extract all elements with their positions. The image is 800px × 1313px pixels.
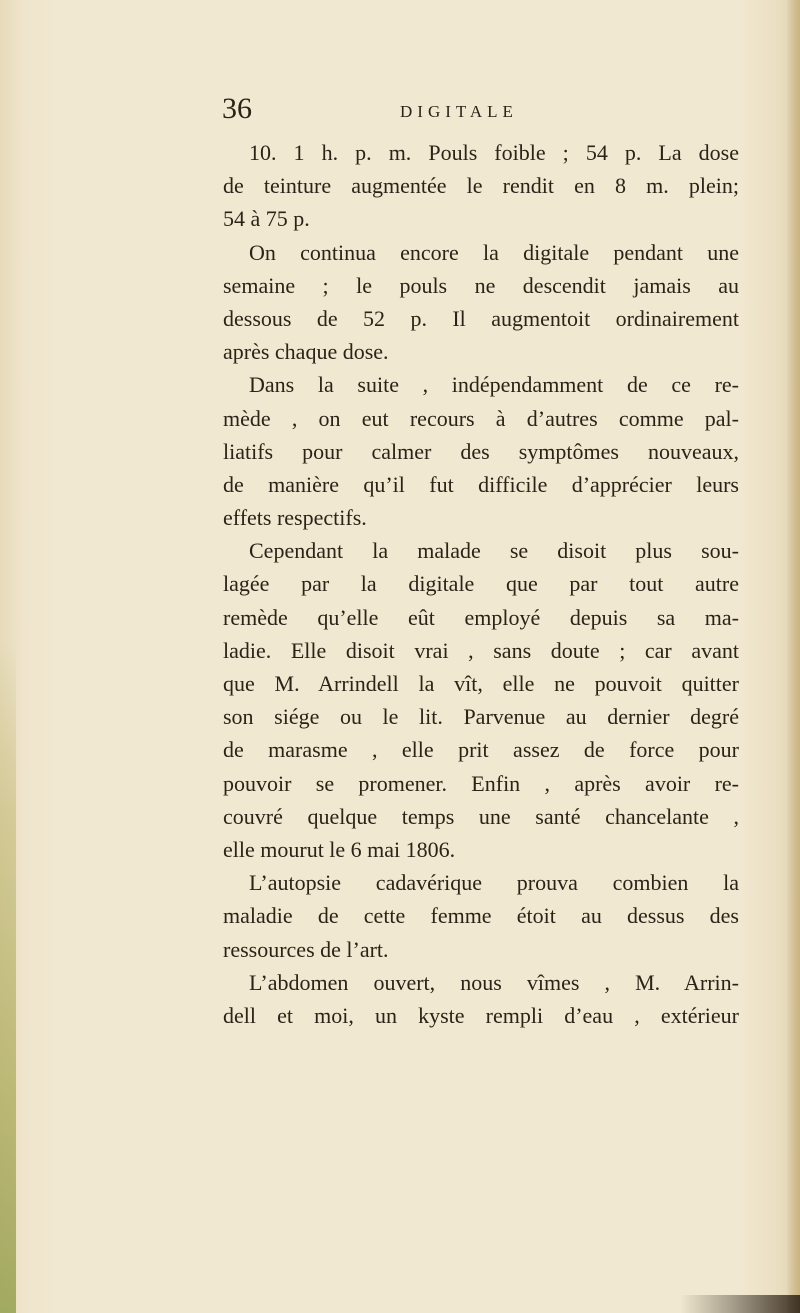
text-line: effets respectifs.: [223, 505, 367, 531]
text-line: lagée par la digitale que par tout autre: [223, 571, 739, 597]
text-line: L’abdomen ouvert, nous vîmes , M. Arrin-: [249, 969, 739, 995]
text-line: remède qu’elle eût employé depuis sa ma-: [223, 604, 739, 630]
text-line: Dans la suite , indépendamment de ce re-: [249, 372, 739, 398]
text-line: elle mourut le 6 mai 1806.: [223, 836, 456, 862]
page-gutter-shadow: [786, 0, 800, 1313]
text-line: maladie de cette femme étoit au dessus des: [223, 903, 739, 929]
text-line: après chaque dose.: [223, 339, 389, 365]
body-text: [223, 136, 739, 1032]
text-line: de manière qu’il fut difficile d’apprécier leurs: [223, 471, 739, 497]
text-line: de marasme , elle prit assez de force pour: [223, 737, 739, 763]
text-line: L’autopsie cadavérique prouva combien la: [249, 870, 739, 896]
text-line: ressources de l’art.: [223, 936, 389, 962]
text-line: 10. 1 h. p. m. Pouls foible ; 54 p. La dose: [249, 140, 739, 165]
text-line: de teinture augmentée le rendit en 8 m. plein;: [223, 173, 739, 199]
running-head: DIGITALE: [400, 102, 518, 121]
page-header: [222, 92, 582, 132]
page-edge-stain: [0, 640, 16, 1313]
text-line: dessous de 52 p. Il augmentoit ordinairement: [223, 305, 739, 331]
text-line: Cependant la malade se disoit plus sou-: [249, 538, 739, 564]
text-line: On continua encore la digitale pendant une: [249, 239, 739, 265]
text-line: son siége ou le lit. Parvenue au dernier degré: [223, 704, 739, 730]
text-line: semaine ; le pouls ne descendit jamais au: [223, 272, 739, 298]
text-line: liatifs pour calmer des symptômes nouveaux,: [223, 438, 739, 464]
page-corner-shadow: [680, 1295, 800, 1313]
text-line: pouvoir se promener. Enfin , après avoir re-: [223, 770, 739, 796]
page-number: 36: [222, 92, 252, 125]
text-line: 54 à 75 p.: [223, 206, 310, 232]
text-line: dell et moi, un kyste rempli d’eau , extérieur: [223, 1002, 739, 1028]
text-line: que M. Arrindell la vît, elle ne pouvoit quitter: [223, 671, 739, 696]
text-line: couvré quelque temps une santé chancelante ,: [223, 803, 739, 829]
text-line: ladie. Elle disoit vrai , sans doute ; car avant: [223, 637, 739, 663]
text-line: mède , on eut recours à d’autres comme pal-: [223, 405, 739, 431]
